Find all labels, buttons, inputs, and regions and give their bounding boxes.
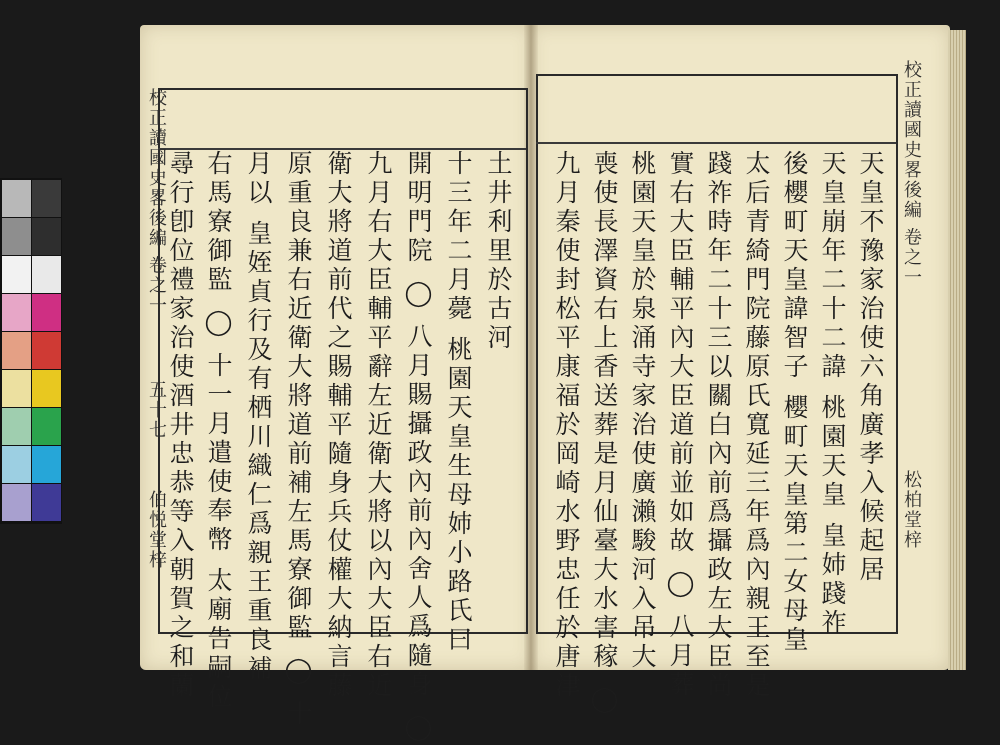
left-column-5 bbox=[318, 150, 358, 701]
right-column-6-text: 實右大臣輔平內大臣道前並如故 ◯ 八月葬 bbox=[666, 150, 695, 700]
left-column-6-text: 原重良兼右近衛大將道前補左馬寮御監 ◯ 十 bbox=[284, 150, 313, 729]
right-column-1 bbox=[850, 150, 890, 630]
left-column-9-text: 尋行卽位禮家治使酒井忠恭等入朝賀之和蘭 bbox=[166, 150, 195, 701]
right-column-8-text: 喪使長澤資右上香送葬是月仙臺大水害稼 ◯ bbox=[590, 150, 619, 717]
right-column-9-text: 九月秦使封松平康福於岡崎水野忠任於唐津 bbox=[552, 150, 581, 701]
color-swatch bbox=[32, 332, 61, 369]
left-column-7 bbox=[238, 150, 278, 684]
right-header-rule bbox=[536, 142, 896, 144]
right-column-4 bbox=[736, 150, 776, 701]
left-folio-number: 五十七 bbox=[146, 380, 167, 440]
left-column-1-text: 土井利里於古河 bbox=[484, 150, 513, 353]
left-column-8 bbox=[198, 150, 238, 712]
color-swatch bbox=[2, 218, 31, 255]
color-swatch bbox=[2, 180, 31, 217]
right-column-2 bbox=[812, 150, 852, 638]
color-swatch bbox=[2, 446, 31, 483]
right-column-9 bbox=[546, 150, 586, 701]
left-column-2-text: 十三年二月薨 桃園天皇生母姉小路氏曰 bbox=[444, 150, 473, 655]
left-column-3 bbox=[398, 150, 438, 745]
color-swatch bbox=[32, 256, 61, 293]
color-swatch bbox=[32, 446, 61, 483]
left-column-2 bbox=[438, 150, 478, 655]
left-column-5-text: 衛大將道前代之賜輔平隨身兵仗權大納言藤 bbox=[324, 150, 353, 701]
page-edges bbox=[948, 30, 966, 670]
color-swatch bbox=[2, 370, 31, 407]
right-publisher: 松柏堂梓 bbox=[901, 470, 922, 550]
color-swatch bbox=[2, 256, 31, 293]
right-column-4-text: 太后青綺門院藤原氏寬延三年爲內親王至是 bbox=[742, 150, 771, 701]
right-column-1-text: 天皇不豫家治使六角廣孝入候起居 bbox=[856, 150, 885, 585]
left-column-7-text: 月以 皇姪貞行及有栖川織仁爲親王重良補 bbox=[244, 150, 273, 684]
color-swatch bbox=[2, 294, 31, 331]
right-column-8 bbox=[584, 150, 624, 717]
color-swatch bbox=[32, 408, 61, 445]
color-swatch bbox=[2, 332, 31, 369]
left-column-4-text: 九月右大臣輔平辭左近衛大將以內大臣右近 bbox=[364, 150, 393, 701]
right-column-5-text: 踐祚時年二十三以關白內前爲攝政左大臣尚 bbox=[704, 150, 733, 701]
left-column-4 bbox=[358, 150, 398, 701]
left-publisher: 伯悦堂梓 bbox=[146, 490, 167, 570]
color-checker bbox=[0, 178, 62, 524]
color-swatch bbox=[32, 370, 61, 407]
right-column-2-text: 天皇崩年二十二諱 桃園天皇 皇姉踐祚 bbox=[818, 150, 847, 638]
right-column-5 bbox=[698, 150, 738, 701]
left-column-1 bbox=[478, 150, 518, 630]
color-swatch bbox=[32, 484, 61, 521]
right-column-3 bbox=[774, 150, 814, 655]
color-swatch bbox=[32, 180, 61, 217]
left-column-6 bbox=[278, 150, 318, 729]
left-column-3-text: 開明門院 ◯ 八月賜攝政內前內舍人爲隨身 ◯ bbox=[404, 150, 433, 745]
right-column-3-text: 後櫻町天皇諱智子 櫻町天皇第二女母皇 bbox=[780, 150, 809, 655]
right-column-7 bbox=[622, 150, 662, 672]
left-column-9 bbox=[160, 150, 200, 701]
right-column-6 bbox=[660, 150, 700, 700]
left-column-8-text: 右馬寮御監 ◯ 十一月遣使奉幣 太廟告嗣位 bbox=[204, 150, 233, 712]
left-book-title: 校正讀國史畧後編 卷之一 bbox=[146, 88, 167, 316]
right-column-7-text: 桃園天皇於泉涌寺家治使廣瀨駿河入吊大 bbox=[628, 150, 657, 672]
color-swatch bbox=[32, 294, 61, 331]
color-swatch bbox=[32, 218, 61, 255]
right-book-title: 校正讀國史畧後編 卷之一 bbox=[901, 60, 922, 288]
color-swatch bbox=[2, 408, 31, 445]
color-swatch bbox=[2, 484, 31, 521]
